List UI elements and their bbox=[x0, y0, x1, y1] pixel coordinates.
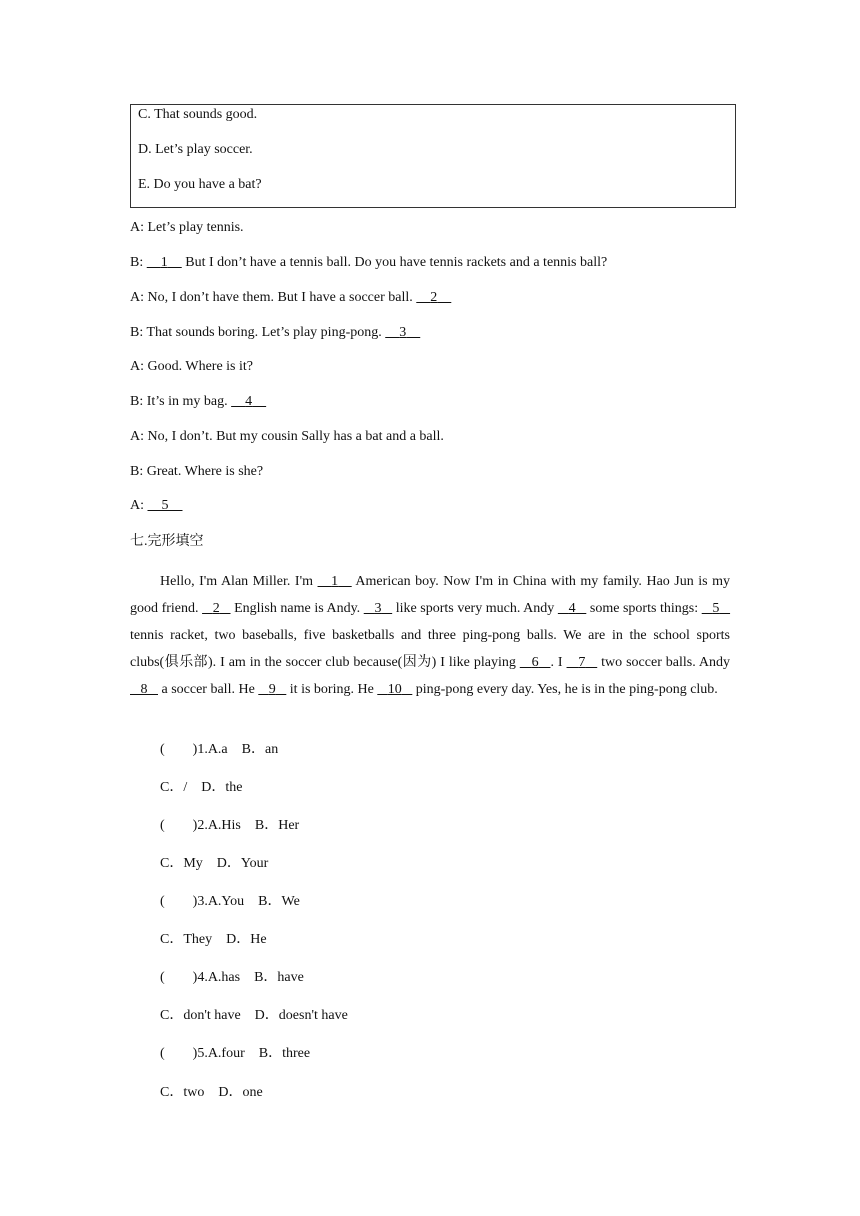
dialogue-line: B: 1 But I don’t have a tennis ball. Do you have tennis rackets and a tennis ball? bbox=[130, 255, 608, 270]
dialogue-line: B: That sounds boring. Let’s play ping-pong. 3 bbox=[130, 324, 420, 342]
passage-blank: 1 bbox=[331, 574, 339, 589]
dialogue-line: B: It’s in my bag. 4 bbox=[130, 393, 266, 411]
question-line: ( )4.A.has B．have bbox=[160, 970, 304, 985]
question-line: ( )1.A.a B．an bbox=[160, 742, 279, 757]
answer-blank: 2 bbox=[430, 290, 438, 305]
dialogue-line: A: No, I don’t. But my cousin Sally has a bat and a ball. bbox=[130, 429, 444, 444]
passage-blank: 4 bbox=[568, 601, 576, 616]
passage-blank: 9 bbox=[268, 682, 276, 697]
question-options: C．don't have D．doesn't have bbox=[160, 1008, 348, 1023]
passage-blank: 8 bbox=[140, 682, 148, 697]
passage-blank: 2 bbox=[212, 601, 220, 616]
question-line: ( )2.A.His B．Her bbox=[160, 818, 300, 833]
section-title: 七.完形填空 bbox=[130, 534, 204, 549]
dialogue-line: A: Good. Where is it? bbox=[130, 359, 253, 374]
answer-blank: 1 bbox=[160, 255, 168, 270]
question-line: ( )5.A.four B．three bbox=[160, 1046, 311, 1061]
dialogue-line: A: No, I don’t have them. But I have a soccer ball. 2 bbox=[130, 289, 451, 307]
answer-blank: 5 bbox=[161, 498, 169, 513]
passage-blank: 6 bbox=[531, 655, 539, 670]
answer-blank: 4 bbox=[245, 394, 253, 409]
passage-blank: 7 bbox=[578, 655, 586, 670]
dialogue-line: B: Great. Where is she? bbox=[130, 464, 264, 479]
dialogue-line: A: Let’s play tennis. bbox=[130, 220, 244, 235]
question-options: C．My D．Your bbox=[160, 856, 269, 871]
passage-blank: 10 bbox=[387, 682, 402, 697]
cloze-passage: Hello, I'm Alan Miller. I'm 1 American boy. Now I'm in China with my family. Hao Jun is my good friend. 2 English name is Andy. 3 like sports very much. Andy 4 some sports things: 5 tennis racket, two baseballs, five basketballs and three ping-pong balls. We are in the school sports clubs(俱乐部). I am in the soccer club because(因为) I like playing 6 . I 7 two soccer balls. Andy 8 a soccer ball. He 9 it is boring. He 10 ping-pong every day. Yes, he is in the ping-pong club. bbox=[130, 574, 731, 697]
dialogue-line: A: 5 bbox=[130, 497, 183, 515]
question-options: C．two D．one bbox=[160, 1085, 263, 1100]
passage-blank: 5 bbox=[712, 601, 720, 616]
passage-blank: 3 bbox=[374, 601, 382, 616]
question-options: C．They D．He bbox=[160, 932, 267, 947]
option-e: E. Do you have a bat? bbox=[138, 177, 262, 192]
answer-blank: 3 bbox=[399, 325, 407, 340]
options-box bbox=[130, 104, 736, 208]
question-options: C．/ D．the bbox=[160, 780, 243, 795]
option-d: D. Let’s play soccer. bbox=[138, 142, 253, 157]
option-c: C. That sounds good. bbox=[138, 107, 258, 122]
question-line: ( )3.A.You B．We bbox=[160, 894, 300, 909]
